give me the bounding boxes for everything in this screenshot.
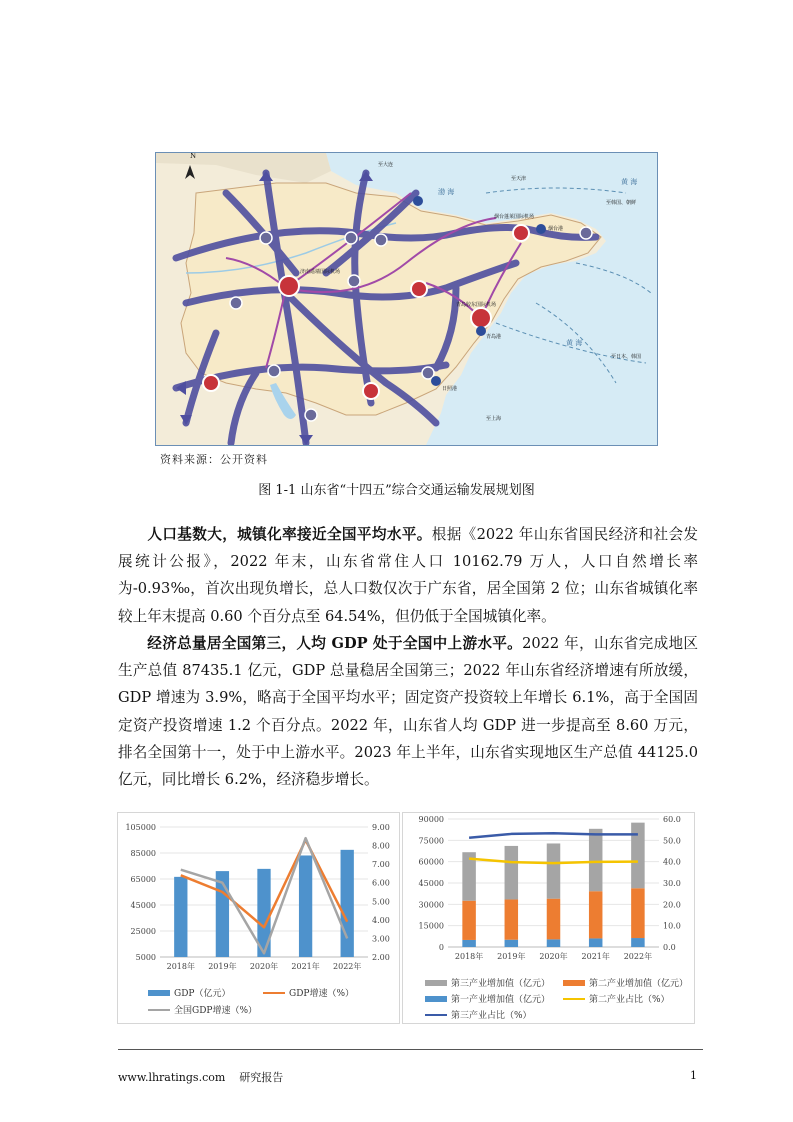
to-dalian-label: 至大连 — [378, 162, 394, 168]
industry-chart — [402, 812, 695, 1024]
y-left-tick-label: 15000 — [418, 921, 444, 931]
y-left-tick-label: 75000 — [418, 836, 444, 846]
yantai-airport-label: 烟台蓬莱国际机场 — [494, 214, 535, 220]
page-number: 1 — [690, 1069, 697, 1082]
x-tick-label: 2018年 — [454, 952, 484, 961]
map-image — [156, 153, 657, 445]
series-line — [469, 833, 638, 837]
legend-gdp — [148, 986, 230, 999]
x-tick-label: 2022年 — [333, 962, 362, 971]
y-left-tick-label: 90000 — [418, 815, 444, 824]
paragraph-economy-body: 2022 年，山东省完成地区生产总值 87435.1 亿元，GDP 总量稳居全国第三；2022 年山东省经济增速有所放缓，GDP 增速为 3.9%，略高于全国平均水平；固定资产投资较上年增长 6.1%，高于全国固定资产投资增速 1.2 个百分点。2022 年，山东省人均 GDP 进一步提高至 8.60 万元，排名全国第十一，处于中上游水平。2023 年上半年，山东省实现地区生产总值 44125.0 亿元，同比增长 6.2%，经济稳步增长。 — [118, 635, 698, 789]
y-left-tick-label: 85000 — [130, 849, 156, 858]
qingdao-port-label: 青岛港 — [486, 334, 502, 340]
y-right-tick-label: 8.00 — [372, 841, 390, 851]
legend-tertiary-share — [425, 1008, 532, 1021]
footer-site-text[interactable]: www.lhratings.com — [118, 1071, 226, 1084]
y-left-tick-label: 30000 — [418, 900, 444, 910]
legend-national-growth-label: 全国GDP增速（%） — [174, 1006, 258, 1016]
to-korea-label: 至韩国、朝鲜 — [606, 200, 637, 206]
bar — [341, 850, 354, 957]
y-right-tick-label: 4.00 — [372, 915, 390, 925]
bar — [631, 938, 645, 947]
y-right-tick-label: 50.0 — [663, 836, 681, 846]
y-left-tick-label: 0 — [438, 943, 444, 952]
bar — [589, 829, 603, 891]
bar — [462, 901, 476, 940]
footer-divider — [118, 1049, 703, 1050]
figure-caption: 图 1-1 山东省“十四五”综合交通运输发展规划图 — [258, 483, 535, 498]
bar — [505, 940, 519, 947]
x-tick-label: 2018年 — [166, 962, 195, 971]
legend-gdp-growth-swatch — [263, 992, 285, 994]
x-tick-label: 2019年 — [497, 952, 526, 961]
gdp-chart-svg — [118, 813, 399, 983]
sea-label-se: 黄 海 — [566, 339, 583, 347]
x-tick-label: 2019年 — [208, 962, 237, 971]
bar — [589, 938, 603, 947]
bar — [631, 823, 645, 889]
north-label: N — [190, 152, 197, 160]
gdp-chart — [117, 812, 400, 1024]
legend-secondary-label: 第二产业增加值（亿元） — [589, 979, 689, 989]
legend-tertiary — [425, 976, 550, 989]
y-left-tick-label: 45000 — [130, 901, 156, 910]
y-left-tick-label: 45000 — [418, 879, 444, 888]
legend-national-growth — [148, 1003, 257, 1016]
y-right-tick-label: 7.00 — [372, 860, 390, 870]
paragraph-economy-heading: 经济总量居全国第三，人均 GDP 处于全国中上游水平。 — [147, 635, 523, 652]
legend-gdp-growth — [263, 986, 354, 999]
y-right-tick-label: 60.0 — [663, 815, 681, 824]
paragraph-population-heading: 人口基数大，城镇化率接近全国平均水平。 — [147, 526, 432, 543]
yantai-port-label: 烟台港 — [548, 226, 564, 232]
legend-primary-swatch — [425, 996, 447, 1002]
qingdao-airport-label: 青岛胶东国际机场 — [456, 302, 497, 308]
legend-secondary-share-swatch — [563, 998, 585, 1000]
paragraph-economy — [118, 630, 698, 793]
footer-site[interactable] — [118, 1069, 283, 1085]
y-right-tick-label: 10.0 — [663, 921, 681, 931]
legend-gdp-label: GDP（亿元） — [174, 989, 231, 999]
y-left-tick-label: 60000 — [418, 857, 444, 867]
y-right-tick-label: 20.0 — [663, 900, 681, 910]
bar — [505, 846, 519, 900]
x-tick-label: 2020年 — [539, 952, 568, 961]
to-japan-label: 至日本、韩国 — [611, 354, 642, 360]
transport-plan-map — [155, 152, 658, 446]
y-right-tick-label: 30.0 — [663, 879, 681, 888]
paragraph-population-body: 根据《2022 年山东省国民经济和社会发展统计公报》，2022 年末，山东省常住人口 10162.79 万人，人口自然增长率为-0.93‰，首次出现负增长，总人口数仅次于广东省，居全国第 2 位；山东省城镇化率较上年末提高 0.60 个百分点至 64.54%，但仍低于全国城镇化率。 — [118, 526, 698, 625]
bar — [174, 877, 187, 957]
y-right-tick-label: 6.00 — [372, 878, 390, 888]
paragraph-population — [118, 521, 698, 630]
legend-secondary-share — [563, 992, 670, 1005]
rizhao-port-label: 日照港 — [442, 386, 458, 392]
bohai-label: 渤 海 — [438, 188, 455, 196]
x-tick-label: 2022年 — [623, 952, 653, 961]
y-left-tick-label: 105000 — [125, 823, 156, 832]
bar — [547, 843, 561, 898]
legend-secondary-swatch — [563, 980, 585, 986]
to-tianjin-label: 至天津 — [511, 176, 527, 182]
y-right-tick-label: 3.00 — [372, 934, 390, 944]
y-left-tick-label: 25000 — [130, 927, 156, 936]
y-right-tick-label: 5.00 — [372, 897, 390, 907]
legend-gdp-swatch — [148, 990, 170, 996]
y-left-tick-label: 5000 — [135, 953, 156, 962]
y-right-tick-label: 2.00 — [372, 953, 390, 962]
legend-tertiary-share-swatch — [425, 1014, 447, 1016]
y-right-tick-label: 40.0 — [663, 857, 681, 867]
legend-secondary — [563, 976, 688, 989]
legend-primary-label: 第一产业增加值（亿元） — [451, 995, 551, 1005]
legend-tertiary-label: 第三产业增加值（亿元） — [451, 979, 551, 989]
bar — [299, 855, 312, 957]
x-tick-label: 2021年 — [291, 962, 320, 971]
jinan-airport-label: 济南遥墙国际机场 — [300, 269, 341, 275]
y-right-tick-label: 0.0 — [663, 943, 676, 952]
legend-gdp-growth-label: GDP增速（%） — [289, 989, 355, 999]
bar — [505, 899, 519, 939]
y-left-tick-label: 65000 — [130, 875, 156, 884]
bar — [631, 888, 645, 938]
legend-primary — [425, 992, 550, 1005]
legend-national-growth-swatch — [148, 1009, 170, 1011]
x-tick-label: 2021年 — [581, 952, 610, 961]
legend-secondary-share-label: 第二产业占比（%） — [589, 995, 670, 1005]
bar — [589, 891, 603, 938]
to-shanghai-label: 至上海 — [486, 416, 502, 422]
bar — [547, 939, 561, 947]
footer-label: 研究报告 — [239, 1071, 284, 1084]
source-note: 资料来源：公开资料 — [160, 453, 268, 466]
legend-tertiary-share-label: 第三产业占比（%） — [451, 1011, 532, 1021]
industry-chart-svg — [403, 813, 694, 975]
bar — [462, 940, 476, 947]
bar — [547, 899, 561, 940]
x-tick-label: 2020年 — [249, 962, 279, 971]
sea-label-ne: 黄 海 — [621, 178, 638, 186]
y-right-tick-label: 9.00 — [372, 823, 390, 832]
legend-tertiary-swatch — [425, 980, 447, 986]
